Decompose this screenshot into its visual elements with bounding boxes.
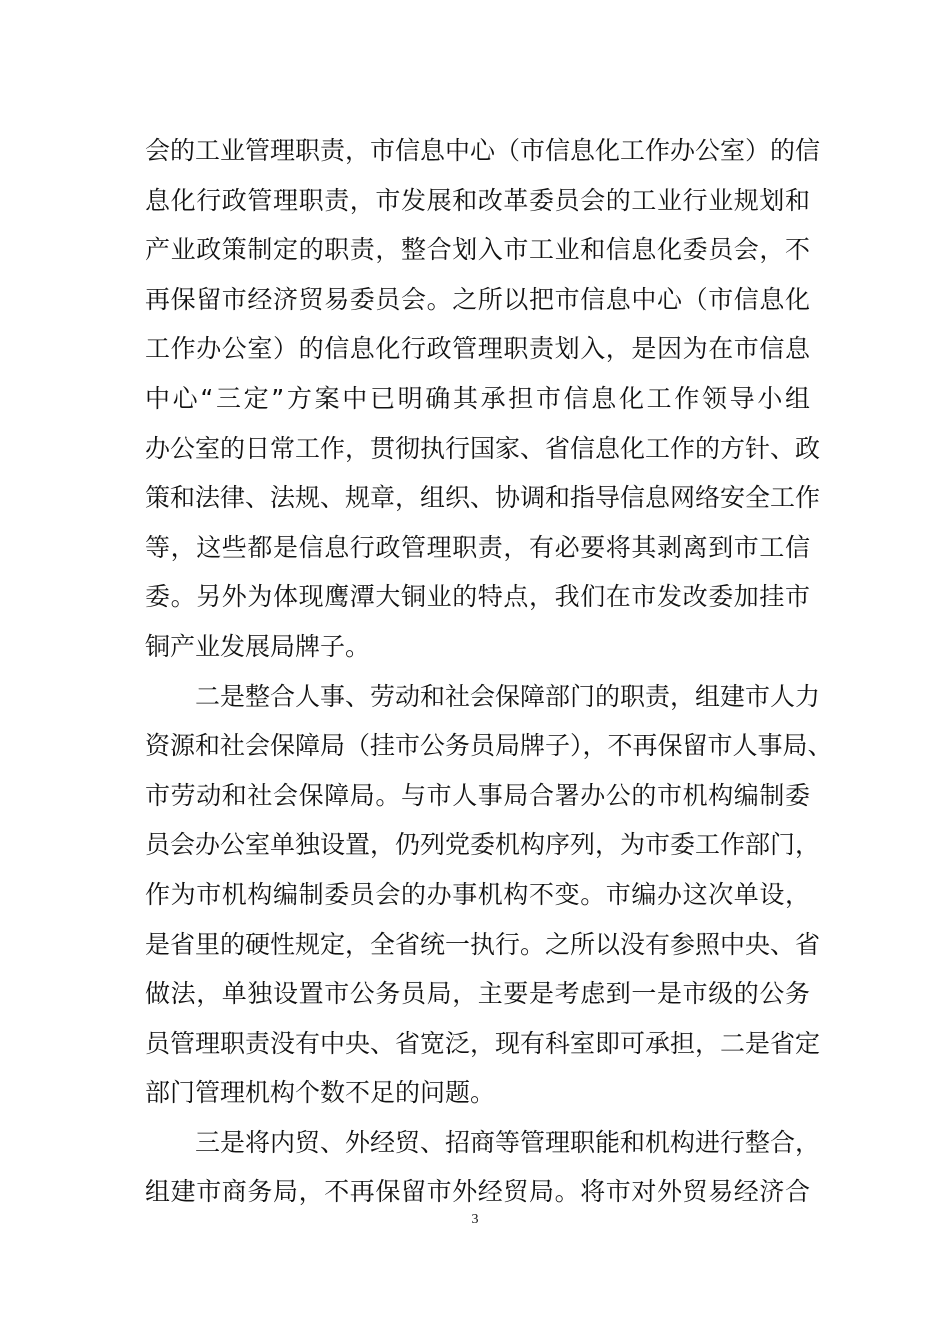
page-number: 3 bbox=[471, 1212, 479, 1227]
paragraph bbox=[145, 672, 833, 1118]
text-line: 会的工业管理职责，市信息中心（市信息化工作办公室）的信 bbox=[145, 136, 821, 165]
text-line: 员会办公室单独设置，仍列党委机构序列，为市委工作部门， bbox=[145, 830, 821, 860]
text-line: 委。另外为体现鹰潭大铜业的特点，我们在市发改委加挂市 bbox=[145, 582, 810, 612]
text-line: 三是将内贸、外经贸、招商等管理职能和机构进行整合， bbox=[195, 1127, 821, 1157]
text-line: 作为市机构编制委员会的办事机构不变。市编办这次单设， bbox=[145, 879, 810, 909]
text-line: 产业政策制定的职责，整合划入市工业和信息化委员会，不 bbox=[145, 235, 810, 265]
paragraph bbox=[145, 126, 821, 672]
text-line: 二是整合人事、劳动和社会保障部门的职责，组建市人力 bbox=[195, 681, 821, 711]
text-line: 是省里的硬性规定，全省统一执行。之所以没有参照中央、省 bbox=[145, 929, 821, 959]
text-line: 部门管理机构个数不足的问题。 bbox=[145, 1078, 496, 1108]
text-line: 工作办公室）的信息化行政管理职责划入，是因为在市信息 bbox=[145, 334, 810, 364]
text-line: 等，这些都是信息行政管理职责，有必要将其剥离到市工信 bbox=[145, 532, 810, 562]
paragraph bbox=[145, 1118, 821, 1217]
text-line: 再保留市经济贸易委员会。之所以把市信息中心（市信息化 bbox=[145, 284, 810, 314]
text-line: 做法，单独设置市公务员局，主要是考虑到一是市级的公务 bbox=[145, 979, 810, 1009]
text-line: 办公室的日常工作，贯彻执行国家、省信息化工作的方针、政 bbox=[145, 433, 821, 463]
text-line: 组建市商务局，不再保留市外经贸局。将市对外贸易经济合 bbox=[145, 1177, 810, 1207]
text-line: 中心“三定”方案中已明确其承担市信息化工作领导小组 bbox=[145, 383, 810, 413]
text-line: 资源和社会保障局（挂市公务员局牌子），不再保留市人事局、 bbox=[145, 731, 833, 761]
text-line: 员管理职责没有中央、省宽泛，现有科室即可承担，二是省定 bbox=[145, 1028, 821, 1058]
text-line: 息化行政管理职责，市发展和改革委员会的工业行业规划和 bbox=[145, 185, 810, 215]
text-line: 策和法律、法规、规章，组织、协调和指导信息网络安全工作 bbox=[145, 483, 821, 513]
text-line: 铜产业发展局牌子。 bbox=[145, 631, 371, 661]
document-body bbox=[145, 126, 833, 1217]
text-line: 市劳动和社会保障局。与市人事局合署办公的市机构编制委 bbox=[145, 780, 810, 810]
